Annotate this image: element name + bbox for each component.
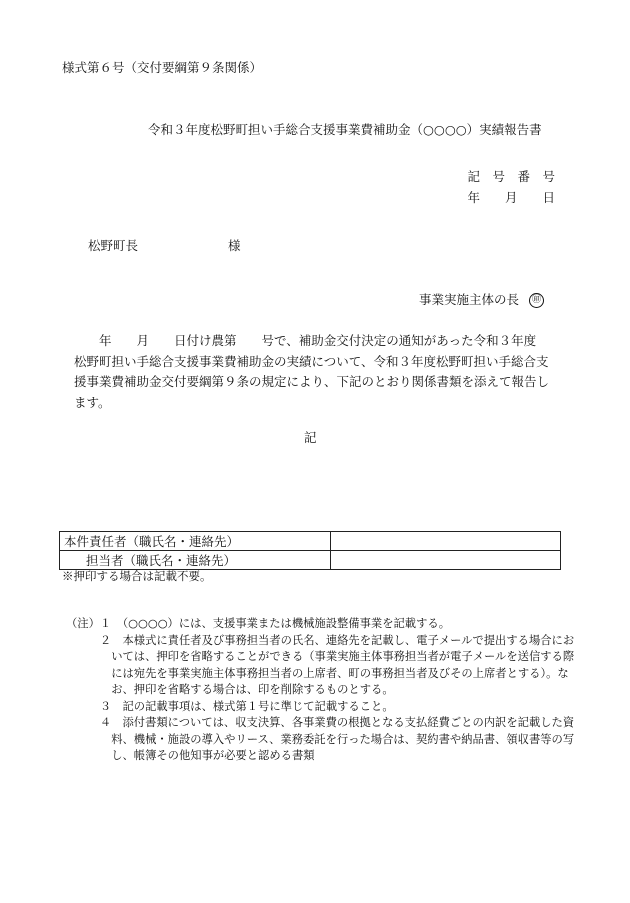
body-paragraph [74, 331, 564, 413]
note-item [66, 616, 566, 633]
body-line: 松野町担い手総合支援事業費補助金の実績について、令和３年度松野町担い手総合支 [74, 353, 549, 369]
sender [419, 290, 544, 308]
reference-date-line: 年 月 日 [467, 190, 555, 205]
note-line: （注）１ （○○○○）には、支援事業または機械施設整備事業を記載する。 [66, 617, 450, 630]
note-line: ３ 記の記載事項は、様式第１号に準じて記載すること。 [66, 699, 394, 713]
table-row [60, 551, 561, 570]
note-line: ４ 添付書類については、収支決算、各事業費の根拠となる支払経費ごとの内訳を記載した資 [66, 716, 575, 729]
responsible-person-label: 本件責任者（職氏名・連絡先） [60, 532, 331, 551]
note-line: ２ 本様式に責任者及び事務担当者の氏名、連絡先を記載し、電子メールで提出する場合にお [66, 633, 575, 647]
note-line: し、帳簿その他知事が必要と認める書類 [66, 749, 315, 762]
sender-label: 事業実施主体の長 [419, 292, 520, 307]
responsibility-table [59, 531, 561, 570]
note-item [66, 715, 575, 765]
form-number: 様式第６号（交付要綱第９条関係） [62, 60, 263, 75]
body-line: 年 月 日付け農第 号で、補助金交付決定の通知があった令和３年度 [74, 333, 537, 348]
report-title: 令和３年度松野町担い手総合支援事業費補助金（○○○○）実績報告書 [148, 122, 542, 137]
note-line: には宛先を事業実施主体事務担当者の上席者、町の事務担当者及びその上席者とする）。な [66, 666, 569, 680]
body-line: ます。 [74, 394, 111, 410]
note-line: いては、押印を省略することができる（事業実施主体事務担当者が電子メールを送信する際 [66, 650, 575, 663]
ki-heading: 記 [304, 430, 317, 445]
notes-section [66, 616, 575, 765]
responsible-person-value[interactable] [331, 532, 561, 551]
addressee-name: 松野町長 [88, 238, 139, 253]
table-row [60, 532, 561, 551]
body-line: 援事業費補助金交付要綱第９条の規定により、下記のとおり関係書類を添えて報告し [74, 374, 550, 389]
stamp-note: ※押印する場合は記載不要。 [62, 569, 212, 583]
seal-mark: ㊞ [529, 293, 544, 308]
addressee [88, 236, 241, 254]
contact-person-value[interactable] [331, 551, 561, 570]
contact-person-label: 担当者（職氏名・連絡先） [60, 551, 331, 570]
note-line: お、押印を省略する場合は、印を削除するものとする。 [66, 683, 394, 696]
note-item [66, 633, 575, 699]
note-item [66, 699, 566, 716]
note-line: 料、機械・施設の導入やリース、業務委託を行った場合は、契約書や納品書、領収書等の写 [66, 732, 575, 746]
reference-number-line: 記 号 番 号 [467, 169, 555, 184]
reference-block [467, 166, 555, 208]
addressee-honorific: 様 [228, 238, 241, 253]
